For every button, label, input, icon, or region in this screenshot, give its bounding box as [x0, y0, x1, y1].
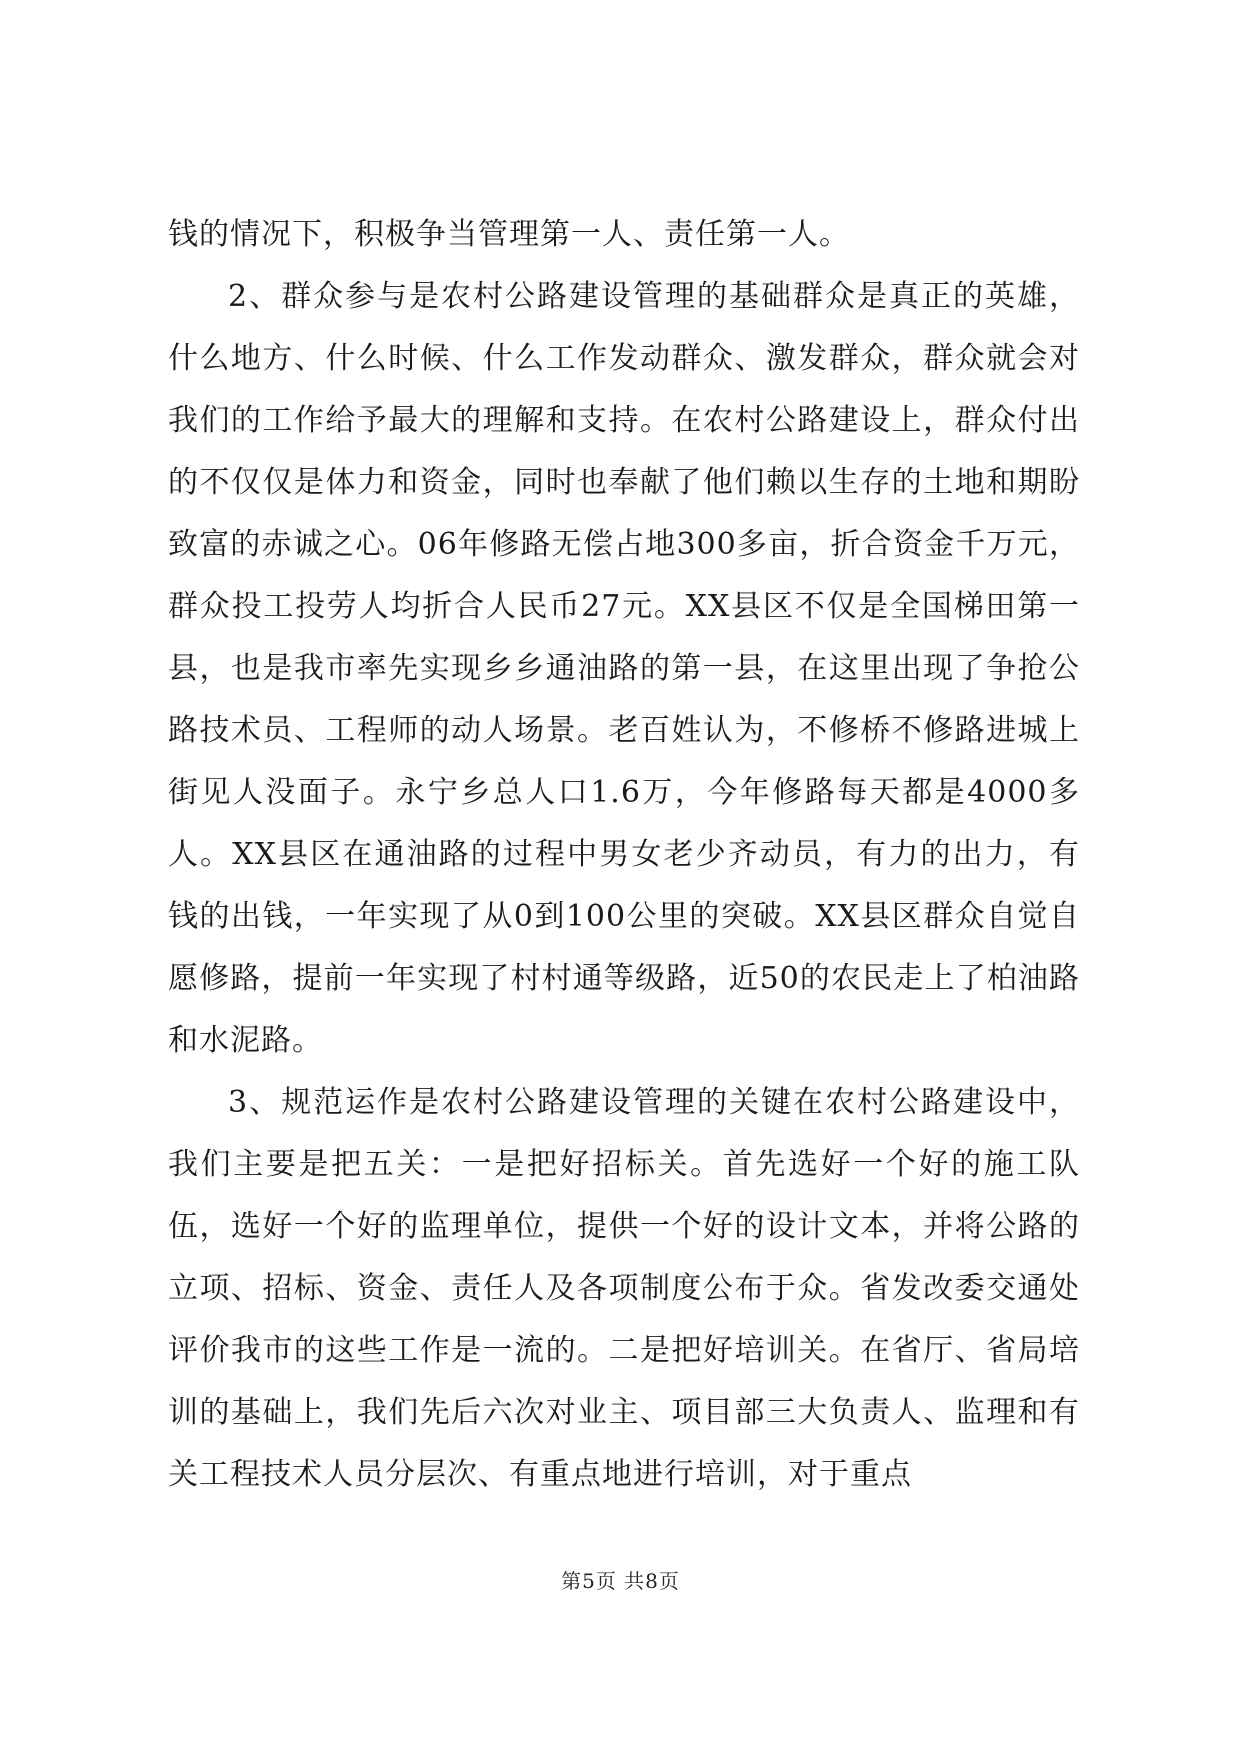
- page-number: 第5页 共8页: [561, 1569, 680, 1593]
- paragraph-1: 钱的情况下，积极争当管理第一人、责任第一人。: [168, 217, 850, 252]
- paragraph-3: 3、规范运作是农村公路建设管理的关键在农村公路建设中，我们主要是把五关：一是把好招标关。首先选好一个好的施工队伍，选好一个好的监理单位，提供一个好的设计文本，并将公路的立项、招标、资金、责任人及各项制度公布于众。省发改委交通处评价我市的这些工作是一流的。二是把好培训关。在省厅、省局培训的基础上，我们先后六次对业主、项目部三大负责人、监理和有关工程技术人员分层次、有重点地进行培训，对于重点: [168, 1085, 1080, 1492]
- paragraph-2: 2、群众参与是农村公路建设管理的基础群众是真正的英雄，什么地方、什么时候、什么工作发动群众、激发群众，群众就会对我们的工作给予最大的理解和支持。在农村公路建设上，群众付出的不仅仅是体力和资金，同时也奉献了他们赖以生存的土地和期盼致富的赤诚之心。06年修路无偿占地300多亩，折合资金千万元，群众投工投劳人均折合人民币27元。XX县区不仅是全国梯田第一县，也是我市率先实现乡乡通油路的第一县，在这里出现了争抢公路技术员、工程师的动人场景。老百姓认为，不修桥不修路进城上街见人没面子。永宁乡总人口1.6万，今年修路每天都是4000多人。XX县区在通油路的过程中男女老少齐动员，有力的出力，有钱的出钱，一年实现了从0到100公里的突破。XX县区群众自觉自愿修路，提前一年实现了村村通等级路，近50的农民走上了柏油路和水泥路。: [168, 279, 1080, 1058]
- document-body: [168, 204, 1080, 1506]
